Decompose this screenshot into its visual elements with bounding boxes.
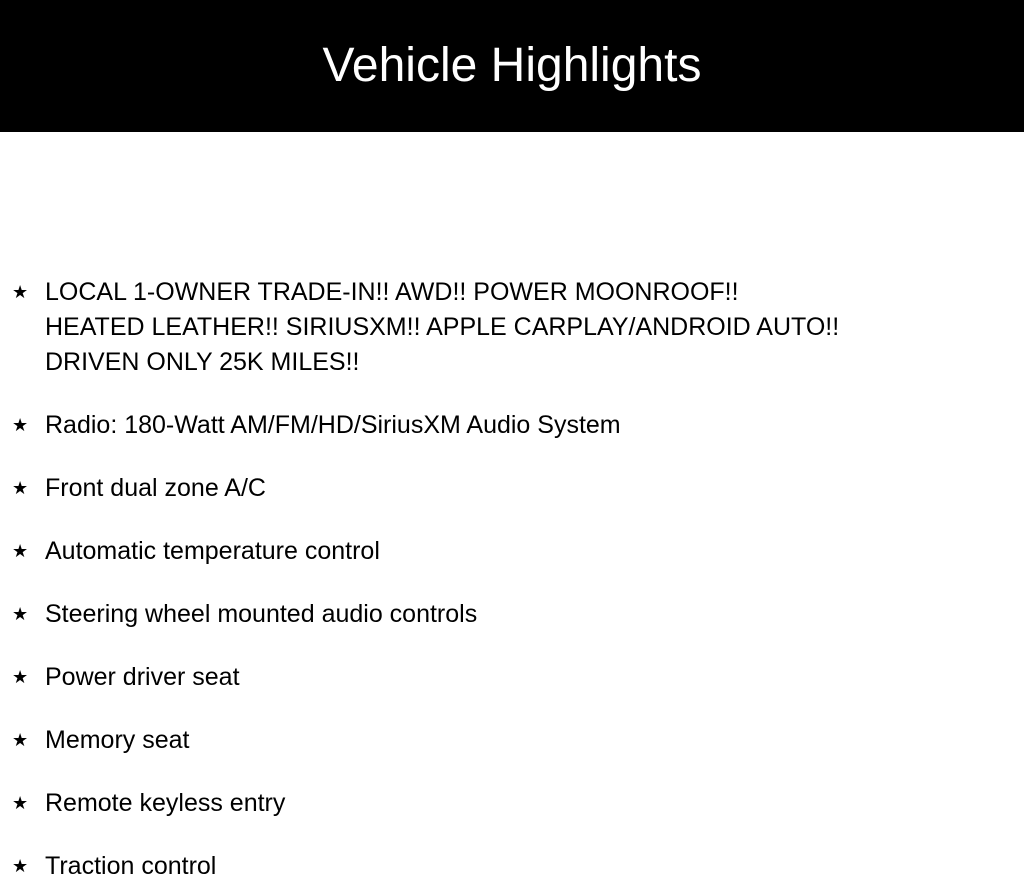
star-icon: ★ xyxy=(12,282,29,303)
highlight-text: Front dual zone A/C xyxy=(45,474,266,502)
star-icon: ★ xyxy=(12,730,29,751)
star-icon: ★ xyxy=(12,793,29,814)
star-icon: ★ xyxy=(12,541,29,562)
header-bar xyxy=(0,0,1024,132)
highlight-text: Radio: 180-Watt AM/FM/HD/SiriusXM Audio System xyxy=(45,411,621,439)
highlight-text: Automatic temperature control xyxy=(45,537,380,565)
star-icon: ★ xyxy=(12,415,29,436)
highlight-text: Traction control xyxy=(45,852,217,880)
star-icon: ★ xyxy=(12,478,29,499)
star-icon: ★ xyxy=(12,856,29,877)
highlight-text: Power driver seat xyxy=(45,663,240,691)
highlight-text: Memory seat xyxy=(45,726,190,754)
highlight-text: LOCAL 1-OWNER TRADE-IN!! AWD!! POWER MOONROOF!! HEATED LEATHER!! SIRIUSXM!! APPLE CARPLAY/ANDROID AUTO!! DRIVEN ONLY 25K MILES!! xyxy=(45,278,840,376)
star-icon: ★ xyxy=(12,604,29,625)
highlight-text: Steering wheel mounted audio controls xyxy=(45,600,478,628)
star-icon: ★ xyxy=(12,667,29,688)
page-title: Vehicle Highlights xyxy=(322,39,702,92)
highlight-text: Remote keyless entry xyxy=(45,789,286,817)
